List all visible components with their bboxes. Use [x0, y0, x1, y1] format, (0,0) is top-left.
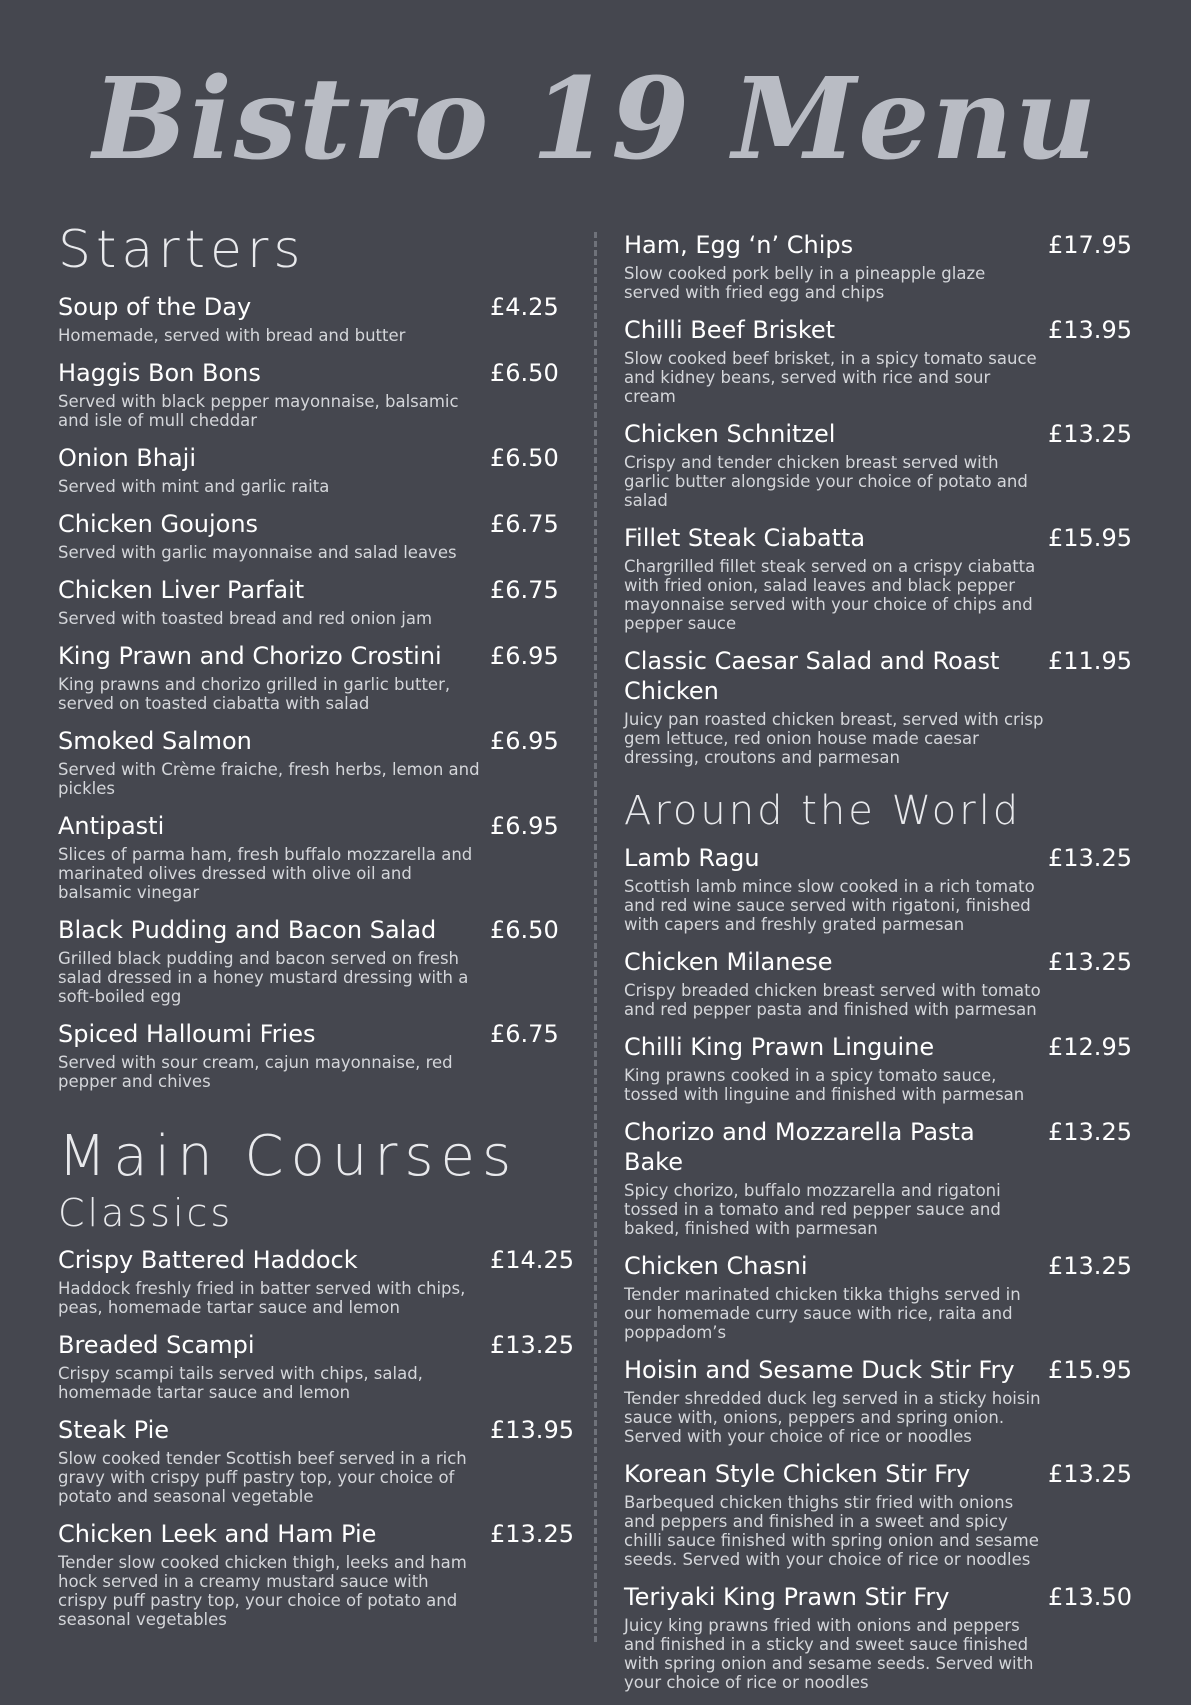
menu-item [58, 358, 562, 430]
menu-item-description: Chargrilled fillet steak served on a crispy ciabatta with fried onion, salad leaves and black pepper mayonnaise served with your choice of chips and pepper sauce [624, 557, 1036, 633]
menu-item-name: Black Pudding and Bacon Salad [58, 916, 437, 944]
menu-item-price: £15.95 [1048, 524, 1132, 552]
classics-right-list [624, 230, 1132, 767]
menu-item-name: Smoked Salmon [58, 727, 252, 755]
menu-item-description: Slices of parma ham, fresh buffalo mozzarella and marinated olives dressed with olive oil and balsamic vinegar [58, 845, 473, 902]
menu-item-header [58, 509, 562, 539]
menu-item-name: Chicken Schnitzel [624, 420, 836, 448]
menu-item-price: £13.95 [1048, 316, 1132, 344]
menu-item-description: Served with mint and garlic raita [58, 477, 330, 496]
menu-item [624, 843, 1132, 934]
menu-item-header [624, 1582, 1132, 1612]
menu-item-price: £6.95 [490, 642, 559, 670]
menu-item-description: Tender shredded duck leg served in a sticky hoisin sauce with, onions, peppers and spring onion. Served with your choice of rice or noodles [624, 1389, 1041, 1446]
menu-item-description: Slow cooked tender Scottish beef served in a rich gravy with crispy puff pastry top, your choice of potato and seasonal vegetable [58, 1449, 467, 1506]
menu-item-name: Teriyaki King Prawn Stir Fry [624, 1583, 950, 1611]
menu-item-description: Juicy king prawns fried with onions and peppers and finished in a sticky and sweet sauce finished with spring onion and sesame seeds. Served with your choice of rice or noodles [624, 1616, 1034, 1692]
menu-item [58, 1519, 574, 1629]
menu-item [624, 646, 1132, 767]
menu-item-price: £4.25 [490, 293, 559, 321]
menu-item [58, 443, 562, 496]
menu-item-header [624, 315, 1132, 345]
menu-item-name: Ham, Egg ‘n’ Chips [624, 231, 854, 259]
menu-item-name: Onion Bhaji [58, 444, 197, 472]
menu-item-name: Steak Pie [58, 1416, 170, 1444]
menu-item [58, 509, 562, 562]
menu-item-header [58, 1019, 562, 1049]
menu-item-price: £13.25 [1048, 420, 1132, 448]
menu-item-header [58, 358, 562, 388]
menu-item-name: Spiced Halloumi Fries [58, 1020, 316, 1048]
menu-item [58, 915, 562, 1006]
right-column [624, 230, 1132, 1705]
classics-heading: Classics [58, 1191, 234, 1235]
menu-item-header [58, 1330, 574, 1360]
menu-item [624, 315, 1132, 406]
menu-item-header [58, 811, 562, 841]
menu-item-price: £13.25 [1048, 1252, 1132, 1280]
starters-list [58, 292, 562, 1091]
menu-item-price: £13.50 [1048, 1583, 1132, 1611]
menu-item [624, 1251, 1132, 1342]
starters-heading: Starters [58, 220, 306, 280]
menu-item-header [624, 419, 1132, 449]
menu-item-header [624, 523, 1132, 553]
menu-item-description: Served with sour cream, cajun mayonnaise, red pepper and chives [58, 1053, 453, 1091]
menu-item-description: King prawns and chorizo grilled in garlic butter, served on toasted ciabatta with salad [58, 675, 451, 713]
menu-item-name: Lamb Ragu [624, 844, 760, 872]
menu-item-name: Korean Style Chicken Stir Fry [624, 1460, 971, 1488]
menu-item-price: £13.25 [1048, 948, 1132, 976]
menu-item-name: Chorizo and Mozzarella Pasta Bake [624, 1118, 975, 1176]
menu-item-description: Slow cooked pork belly in a pineapple glaze served with fried egg and chips [624, 264, 986, 302]
menu-item-header [58, 292, 562, 322]
menu-item-price: £13.25 [1048, 844, 1132, 872]
menu-item-price: £13.25 [1048, 1460, 1132, 1488]
menu-item-header [624, 230, 1132, 260]
menu-item-name: Fillet Steak Ciabatta [624, 524, 866, 552]
menu-item-header [624, 947, 1132, 977]
menu-item-description: Crispy scampi tails served with chips, salad, homemade tartar sauce and lemon [58, 1364, 423, 1402]
menu-item-description: Tender marinated chicken tikka thighs served in our homemade curry sauce with rice, raita and poppadom’s [624, 1285, 1021, 1342]
menu-item-description: Spicy chorizo, buffalo mozzarella and rigatoni tossed in a tomato and red pepper sauce and baked, finished with parmesan [624, 1181, 1001, 1238]
menu-item-price: £6.75 [490, 576, 559, 604]
menu-item-name: Chicken Liver Parfait [58, 576, 305, 604]
menu-item-name: Antipasti [58, 812, 165, 840]
menu-item [624, 947, 1132, 1019]
menu-item-name: Chicken Chasni [624, 1252, 808, 1280]
menu-item [58, 726, 562, 798]
menu-item [58, 575, 562, 628]
menu-item-name: King Prawn and Chorizo Crostini [58, 642, 442, 670]
menu-item-price: £14.25 [490, 1246, 574, 1274]
menu-item-header [624, 646, 1132, 706]
menu-item-description: Barbequed chicken thighs stir fried with onions and peppers and finished in a sweet and spicy chilli sauce finished with spring onion and sesame seeds. Served with your choice of rice or noodles [624, 1493, 1039, 1569]
main-courses-heading: Main Courses [58, 1124, 519, 1189]
menu-item-price: £6.50 [490, 359, 559, 387]
menu-item [58, 1245, 574, 1317]
menu-item [624, 523, 1132, 633]
menu-item-price: £6.50 [490, 444, 559, 472]
menu-item [624, 1582, 1132, 1692]
menu-item-description: Haddock freshly fried in batter served with chips, peas, homemade tartar sauce and lemon [58, 1279, 466, 1317]
menu-item-header [624, 1251, 1132, 1281]
menu-item [58, 1019, 562, 1091]
menu-title: Bistro 19 Menu [92, 54, 1099, 185]
menu-item-header [624, 1459, 1132, 1489]
menu-item-name: Chicken Milanese [624, 948, 833, 976]
classics-left-list [58, 1245, 574, 1629]
menu-item-description: Grilled black pudding and bacon served on fresh salad dressed in a honey mustard dressing with a soft-boiled egg [58, 949, 469, 1006]
menu-item-price: £6.75 [490, 510, 559, 538]
menu-item-price: £11.95 [1048, 647, 1132, 675]
menu-item-price: £15.95 [1048, 1356, 1132, 1384]
menu-item-price: £13.25 [490, 1331, 574, 1359]
menu-item-description: Crispy breaded chicken breast served with tomato and red pepper pasta and finished with parmesan [624, 981, 1041, 1019]
menu-item-name: Chicken Goujons [58, 510, 259, 538]
menu-item-description: Homemade, served with bread and butter [58, 326, 406, 345]
menu-item-price: £6.95 [490, 727, 559, 755]
menu-item-price: £6.50 [490, 916, 559, 944]
menu-item [624, 419, 1132, 510]
menu-item-name: Haggis Bon Bons [58, 359, 261, 387]
menu-item [624, 1117, 1132, 1238]
around-the-world-heading: Around the World [624, 788, 1022, 834]
menu-item-header [58, 1519, 574, 1549]
menu-item [624, 1459, 1132, 1569]
menu-item [58, 292, 562, 345]
menu-item-name: Chilli King Prawn Linguine [624, 1033, 935, 1061]
menu-item-price: £13.25 [490, 1520, 574, 1548]
menu-item-price: £12.95 [1048, 1033, 1132, 1061]
menu-item [624, 230, 1132, 302]
menu-item-description: Scottish lamb mince slow cooked in a rich tomato and red wine sauce served with rigatoni, finished with capers and freshly grated parmesan [624, 877, 1035, 934]
menu-item-header [58, 1415, 574, 1445]
menu-item [624, 1032, 1132, 1104]
menu-item-header [58, 915, 562, 945]
menu-item-name: Chicken Leek and Ham Pie [58, 1520, 377, 1548]
menu-item-name: Breaded Scampi [58, 1331, 255, 1359]
menu-item-name: Classic Caesar Salad and Roast Chicken [624, 647, 1000, 705]
menu-item-price: £6.75 [490, 1020, 559, 1048]
menu-item-price: £6.95 [490, 812, 559, 840]
menu-item-header [58, 726, 562, 756]
menu-item [58, 811, 562, 902]
menu-item-description: Slow cooked beef brisket, in a spicy tomato sauce and kidney beans, served with rice and sour cream [624, 349, 1037, 406]
menu-item-header [624, 843, 1132, 873]
menu-item-name: Hoisin and Sesame Duck Stir Fry [624, 1356, 1015, 1384]
menu-item-description: Juicy pan roasted chicken breast, served with crisp gem lettuce, red onion house made caesar dressing, croutons and parmesan [624, 710, 1044, 767]
menu-item-header [624, 1355, 1132, 1385]
left-column [58, 218, 574, 1642]
menu-item-header [624, 1117, 1132, 1177]
menu-item-header [58, 1245, 574, 1275]
menu-item-description: Served with toasted bread and red onion jam [58, 609, 433, 628]
menu-item-description: Crispy and tender chicken breast served with garlic butter alongside your choice of potato and salad [624, 453, 1028, 510]
menu-item-price: £17.95 [1048, 231, 1132, 259]
menu-item-header [624, 1032, 1132, 1062]
menu-item [58, 1415, 574, 1506]
around-the-world-list [624, 843, 1132, 1692]
column-divider [594, 232, 597, 1642]
menu-item [624, 1355, 1132, 1446]
menu-item-name: Crispy Battered Haddock [58, 1246, 358, 1274]
menu-item-price: £13.95 [490, 1416, 574, 1444]
menu-item-name: Chilli Beef Brisket [624, 316, 836, 344]
menu-item-description: Served with garlic mayonnaise and salad leaves [58, 543, 457, 562]
menu-item-name: Soup of the Day [58, 293, 252, 321]
menu-item-description: Served with black pepper mayonnaise, balsamic and isle of mull cheddar [58, 392, 459, 430]
menu-item-header [58, 443, 562, 473]
menu-item-description: King prawns cooked in a spicy tomato sauce, tossed with linguine and finished with parmesan [624, 1066, 1025, 1104]
menu-item [58, 1330, 574, 1402]
menu-item-description: Tender slow cooked chicken thigh, leeks and ham hock served in a creamy mustard sauce with crispy puff pastry top, your choice of potato and seasonal vegetables [58, 1553, 467, 1629]
menu-item-header [58, 575, 562, 605]
menu-item-price: £13.25 [1048, 1118, 1132, 1146]
menu-item-description: Served with Crème fraiche, fresh herbs, lemon and pickles [58, 760, 480, 798]
menu-item [58, 641, 562, 713]
menu-item-header [58, 641, 562, 671]
